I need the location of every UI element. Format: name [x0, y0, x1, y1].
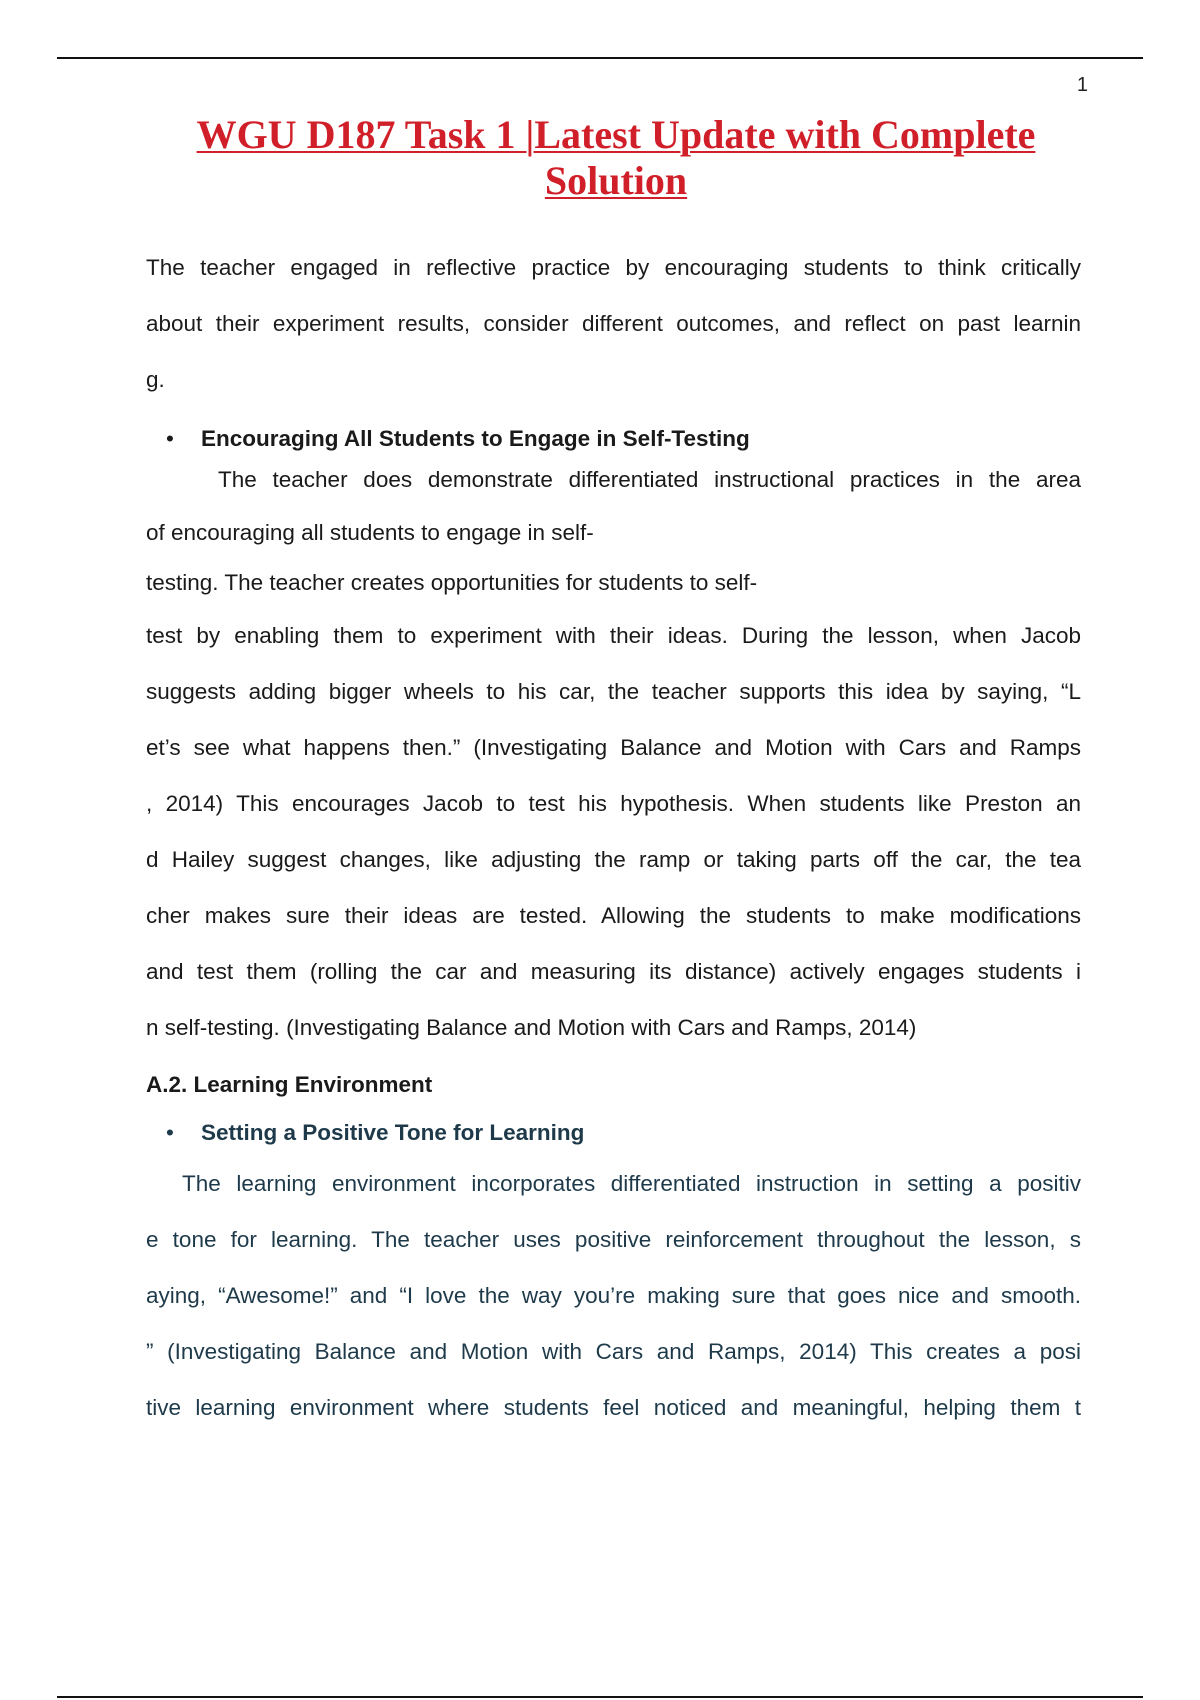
top-rule [57, 57, 1143, 59]
paragraph-line: The teacher does demonstrate differentiated instructional practices in the area [218, 467, 1081, 492]
paragraph-line: The learning environment incorporates differentiated instruction in setting a positiv [182, 1171, 1081, 1196]
intro-paragraph [146, 240, 1081, 408]
bullet-positive-tone [146, 1116, 1081, 1150]
bullet-dot: • [166, 1120, 174, 1145]
paragraph-line: about their experiment results, consider different outcomes, and reflect on past learnin [146, 311, 1081, 336]
paragraph-line: et’s see what happens then.” (Investigating Balance and Motion with Cars and Ramps [146, 735, 1081, 760]
bottom-rule [57, 1696, 1143, 1698]
paragraph-line: tive learning environment where students feel noticed and meaningful, helping them t [146, 1395, 1081, 1420]
title-line-2: Solution [544, 158, 688, 203]
bullet-label: Encouraging All Students to Engage in Self-Testing [201, 426, 750, 451]
section-heading-learning-environment: A.2. Learning Environment [146, 1072, 433, 1097]
positive-tone-paragraph [146, 1156, 1081, 1436]
self-testing-paragraph [146, 452, 1081, 1056]
paragraph-line: , 2014) This encourages Jacob to test his hypothesis. When students like Preston an [146, 791, 1081, 816]
paragraph-line: g. [146, 367, 165, 392]
paragraph-line: The teacher engaged in reflective practice by encouraging students to think critically [146, 255, 1081, 280]
paragraph-line: d Hailey suggest changes, like adjusting the ramp or taking parts off the car, the tea [146, 847, 1081, 872]
paragraph-line: e tone for learning. The teacher uses positive reinforcement throughout the lesson, s [146, 1227, 1081, 1252]
paragraph-line: of encouraging all students to engage in self- [146, 520, 594, 545]
paragraph-line: aying, “Awesome!” and “I love the way you’re making sure that goes nice and smooth. [146, 1283, 1081, 1308]
paragraph-line: and test them (rolling the car and measuring its distance) actively engages students i [146, 959, 1081, 984]
bullet-dot: • [166, 426, 174, 451]
paragraph-line: test by enabling them to experiment with their ideas. During the lesson, when Jacob [146, 623, 1081, 648]
paragraph-line: testing. The teacher creates opportunities for students to self- [146, 570, 758, 595]
bullet-label: Setting a Positive Tone for Learning [201, 1120, 585, 1145]
page-number: 1 [1076, 74, 1088, 96]
paragraph-line: cher makes sure their ideas are tested. Allowing the students to make modifications [146, 903, 1081, 928]
bullet-self-testing [146, 422, 1081, 456]
paragraph-line: n self-testing. (Investigating Balance and Motion with Cars and Ramps, 2014) [146, 1015, 917, 1040]
paragraph-line: suggests adding bigger wheels to his car, the teacher supports this idea by saying, “L [146, 679, 1081, 704]
title-line-1: WGU D187 Task 1 |Latest Update with Complete [196, 112, 1036, 157]
document-body [146, 240, 1081, 1436]
document-title [146, 112, 1086, 204]
paragraph-line: ” (Investigating Balance and Motion with Cars and Ramps, 2014) This creates a posi [146, 1339, 1081, 1364]
